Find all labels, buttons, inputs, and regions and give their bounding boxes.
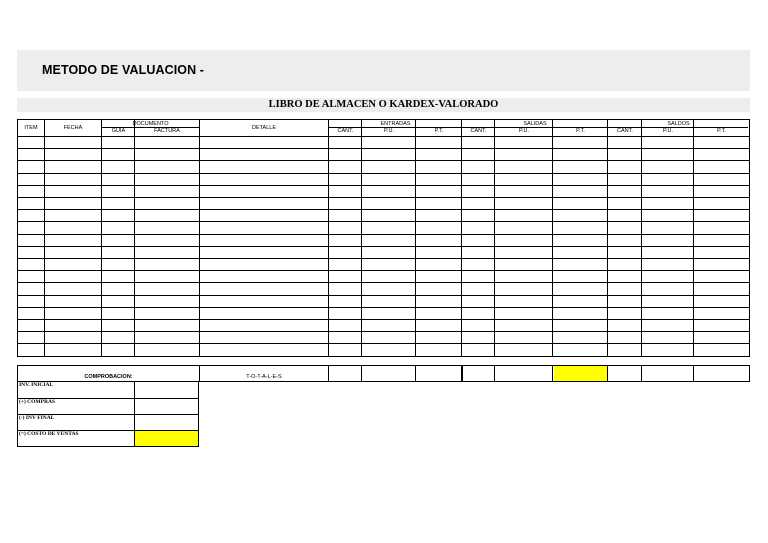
inv-inicial-label: INV. INICIAL <box>19 382 54 388</box>
check-row-divider <box>18 430 198 431</box>
table-row-divider <box>18 221 749 222</box>
column-divider <box>552 120 553 356</box>
group-header-divider <box>328 127 748 128</box>
col-documento: DOCUMENTO <box>132 121 169 127</box>
totals-divider <box>607 366 608 381</box>
table-row-divider <box>18 270 749 271</box>
salidas-total-cell <box>554 366 608 381</box>
column-divider <box>134 120 135 356</box>
table-row-divider <box>18 331 749 332</box>
comprobacion-label: COMPROBACION: <box>84 374 133 380</box>
col-guia: GUIA <box>111 128 126 134</box>
column-divider <box>494 120 495 356</box>
group-header-divider <box>101 127 199 128</box>
table-row-divider <box>18 246 749 247</box>
column-divider <box>641 120 642 356</box>
book-title: LIBRO DE ALMACEN O KARDEX-VALORADO <box>268 99 499 110</box>
table-row-divider <box>18 295 749 296</box>
column-divider <box>328 120 329 356</box>
col-salidas: SALIDAS <box>523 121 547 127</box>
col-entradas-cant: CANT. <box>337 128 354 134</box>
table-row-divider <box>18 173 749 174</box>
totals-divider <box>361 366 362 381</box>
totals-divider <box>328 366 329 381</box>
table-row-divider <box>18 185 749 186</box>
kardex-table <box>17 119 750 357</box>
inv-final-label: (-) INV FINAL <box>19 415 55 421</box>
col-entradas-pu: P.U. <box>384 128 394 134</box>
table-row-divider <box>18 234 749 235</box>
totals-divider <box>641 366 642 381</box>
book-title-bar <box>17 98 750 112</box>
table-row-divider <box>18 282 749 283</box>
table-row-divider <box>18 356 749 357</box>
check-row-divider <box>18 398 198 399</box>
col-entradas-pt: P.T. <box>434 128 444 134</box>
column-divider <box>361 120 362 356</box>
table-row-divider <box>18 319 749 320</box>
col-detalle: DETALLE <box>251 125 277 131</box>
totals-divider <box>693 366 694 381</box>
col-saldos-cant: CANT. <box>617 128 633 134</box>
totals-divider <box>494 366 495 381</box>
col-fecha: FECHA <box>63 125 83 131</box>
header-divider <box>18 136 749 137</box>
column-divider <box>101 120 102 356</box>
table-row-divider <box>18 307 749 308</box>
table-row-divider <box>18 148 749 149</box>
compras-label: (+) COMPRAS <box>19 399 55 405</box>
totals-divider <box>199 366 200 381</box>
col-saldos-pu: P.U. <box>663 128 673 134</box>
costo-ventas-cell <box>135 431 198 446</box>
column-divider <box>461 120 462 356</box>
table-row-divider <box>18 160 749 161</box>
table-row-divider <box>18 343 749 344</box>
col-saldos: SALDOS <box>667 121 690 127</box>
table-row-divider <box>18 197 749 198</box>
table-row-divider <box>18 209 749 210</box>
totals-row <box>17 365 750 382</box>
column-divider <box>199 120 200 356</box>
column-divider <box>693 120 694 356</box>
col-saldos-pt: P.T. <box>717 128 726 134</box>
costo-ventas-label: (=) COSTO DE VENTAS <box>19 431 79 437</box>
page-title: METODO DE VALUACION - <box>42 63 205 77</box>
col-factura: FACTURA <box>154 128 180 134</box>
totals-divider <box>552 366 553 381</box>
check-row-divider <box>18 414 198 415</box>
col-salidas-pu: P.U. <box>519 128 529 134</box>
col-salidas-cant: CANT. <box>470 128 487 134</box>
column-divider <box>44 120 45 356</box>
col-salidas-pt: P.T. <box>576 128 585 134</box>
totals-divider <box>415 366 416 381</box>
table-row-divider <box>18 258 749 259</box>
totales-label: T-O-T-A-L-E-S <box>246 374 282 380</box>
title-banner <box>17 50 750 91</box>
col-entradas: ENTRADAS <box>380 121 411 127</box>
totals-divider <box>461 366 463 381</box>
comprobacion-table <box>17 381 199 447</box>
column-divider <box>415 120 416 356</box>
column-divider <box>607 120 608 356</box>
col-item: ITEM <box>24 125 38 131</box>
